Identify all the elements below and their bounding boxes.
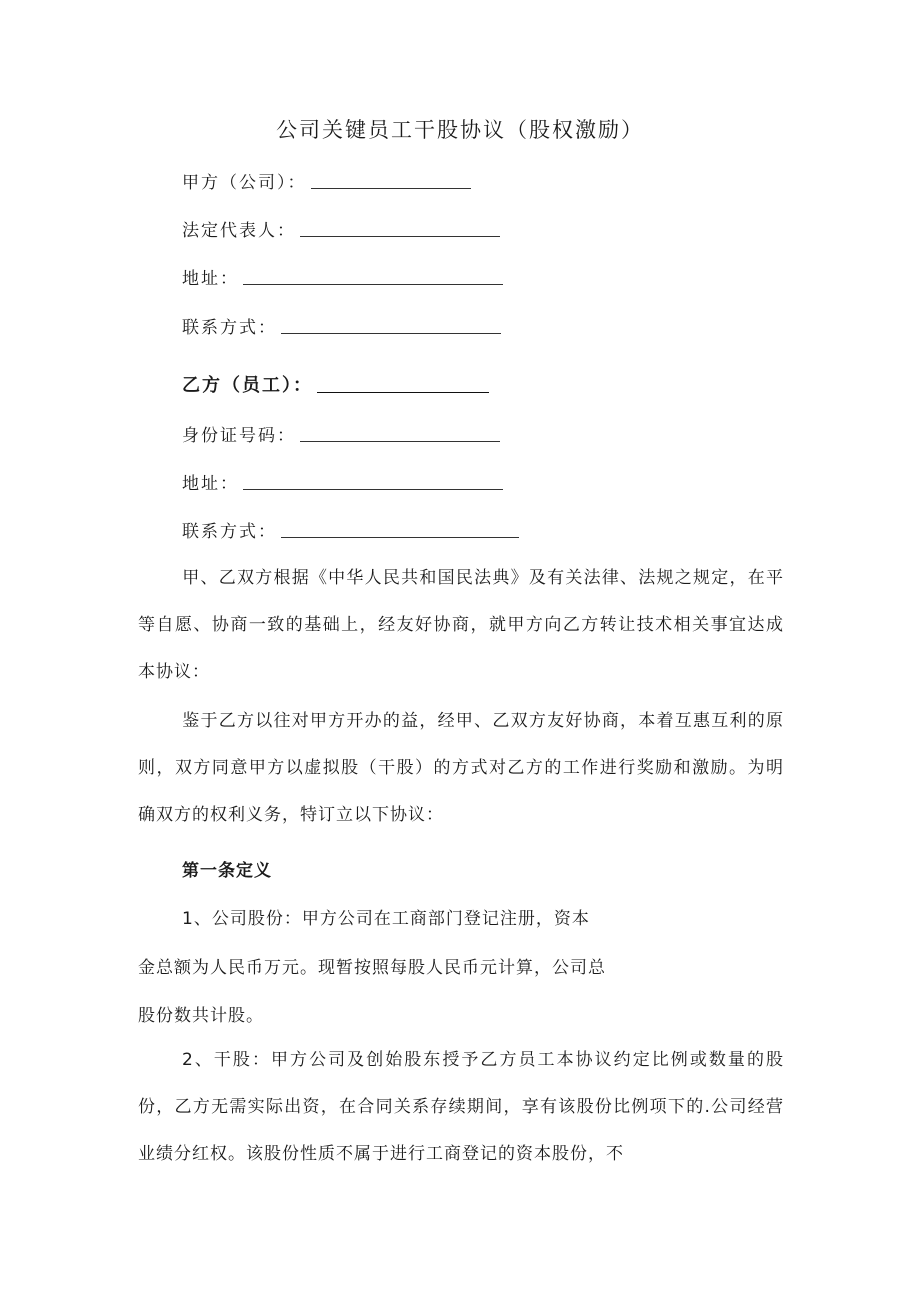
party-b-address-blank[interactable] [243,488,503,490]
clause-2-paragraph [138,1037,784,1178]
article-1-heading: 第一条定义 [182,861,272,881]
party-a-address-blank[interactable] [243,283,503,285]
party-a-contact-label: 联系方式： [182,318,277,338]
party-b-contact-field [182,517,519,542]
clause-1-line-1: 1、公司股份：甲方公司在工商部门登记注册，资本 [182,909,590,929]
party-a-field [182,168,471,193]
document-title: 公司关键员工干股协议（股权激励） [276,118,644,142]
intro-paragraph [138,555,784,696]
party-b-field [182,371,489,397]
party-a-blank[interactable] [311,187,471,189]
clause-2-text: 2、干股：甲方公司及创始股东授予乙方员工本协议约定比例或数量的股份，乙方无需实际出资，在合同关系存续期间，享有该股份比例项下的.公司经营业绩分红权。该股份性质不属于进行工商登记的资本股份，不 [138,1050,784,1164]
party-a-rep-field [182,216,500,241]
party-a-contact-blank[interactable] [281,332,501,334]
party-b-blank[interactable] [317,391,489,393]
party-a-rep-label: 法定代表人： [182,221,296,241]
party-b-id-field [182,421,500,446]
party-a-address-field [182,264,503,289]
party-a-label: 甲方（公司）： [182,173,307,193]
recital-paragraph [138,698,784,839]
recital-paragraph-text: 鉴于乙方以往对甲方开办的益，经甲、乙双方友好协商，本着互惠互利的原则，双方同意甲方以虚拟股（干股）的方式对乙方的工作进行奖励和激励。为明确双方的权利义务，特订立以下协议： [138,711,784,825]
party-b-contact-blank[interactable] [281,536,519,538]
party-a-contact-field [182,313,501,338]
party-a-address-label: 地址： [182,269,239,289]
clause-1-line-2: 金总额为人民币万元。现暂按照每股人民币元计算，公司总 [138,958,606,978]
party-b-address-field [182,469,503,494]
party-a-rep-blank[interactable] [300,235,500,237]
party-b-id-label: 身份证号码： [182,426,296,446]
clause-1-line-3: 股份数共计股。 [138,1006,264,1026]
party-b-contact-label: 联系方式： [182,522,277,542]
party-b-id-blank[interactable] [300,440,500,442]
party-b-label: 乙方（员工）： [182,375,313,396]
party-b-address-label: 地址： [182,474,239,494]
intro-paragraph-text: 甲、乙双方根据《中华人民共和国民法典》及有关法律、法规之规定，在平等自愿、协商一致的基础上，经友好协商，就甲方向乙方转让技术相关事宜达成本协议： [138,568,784,682]
